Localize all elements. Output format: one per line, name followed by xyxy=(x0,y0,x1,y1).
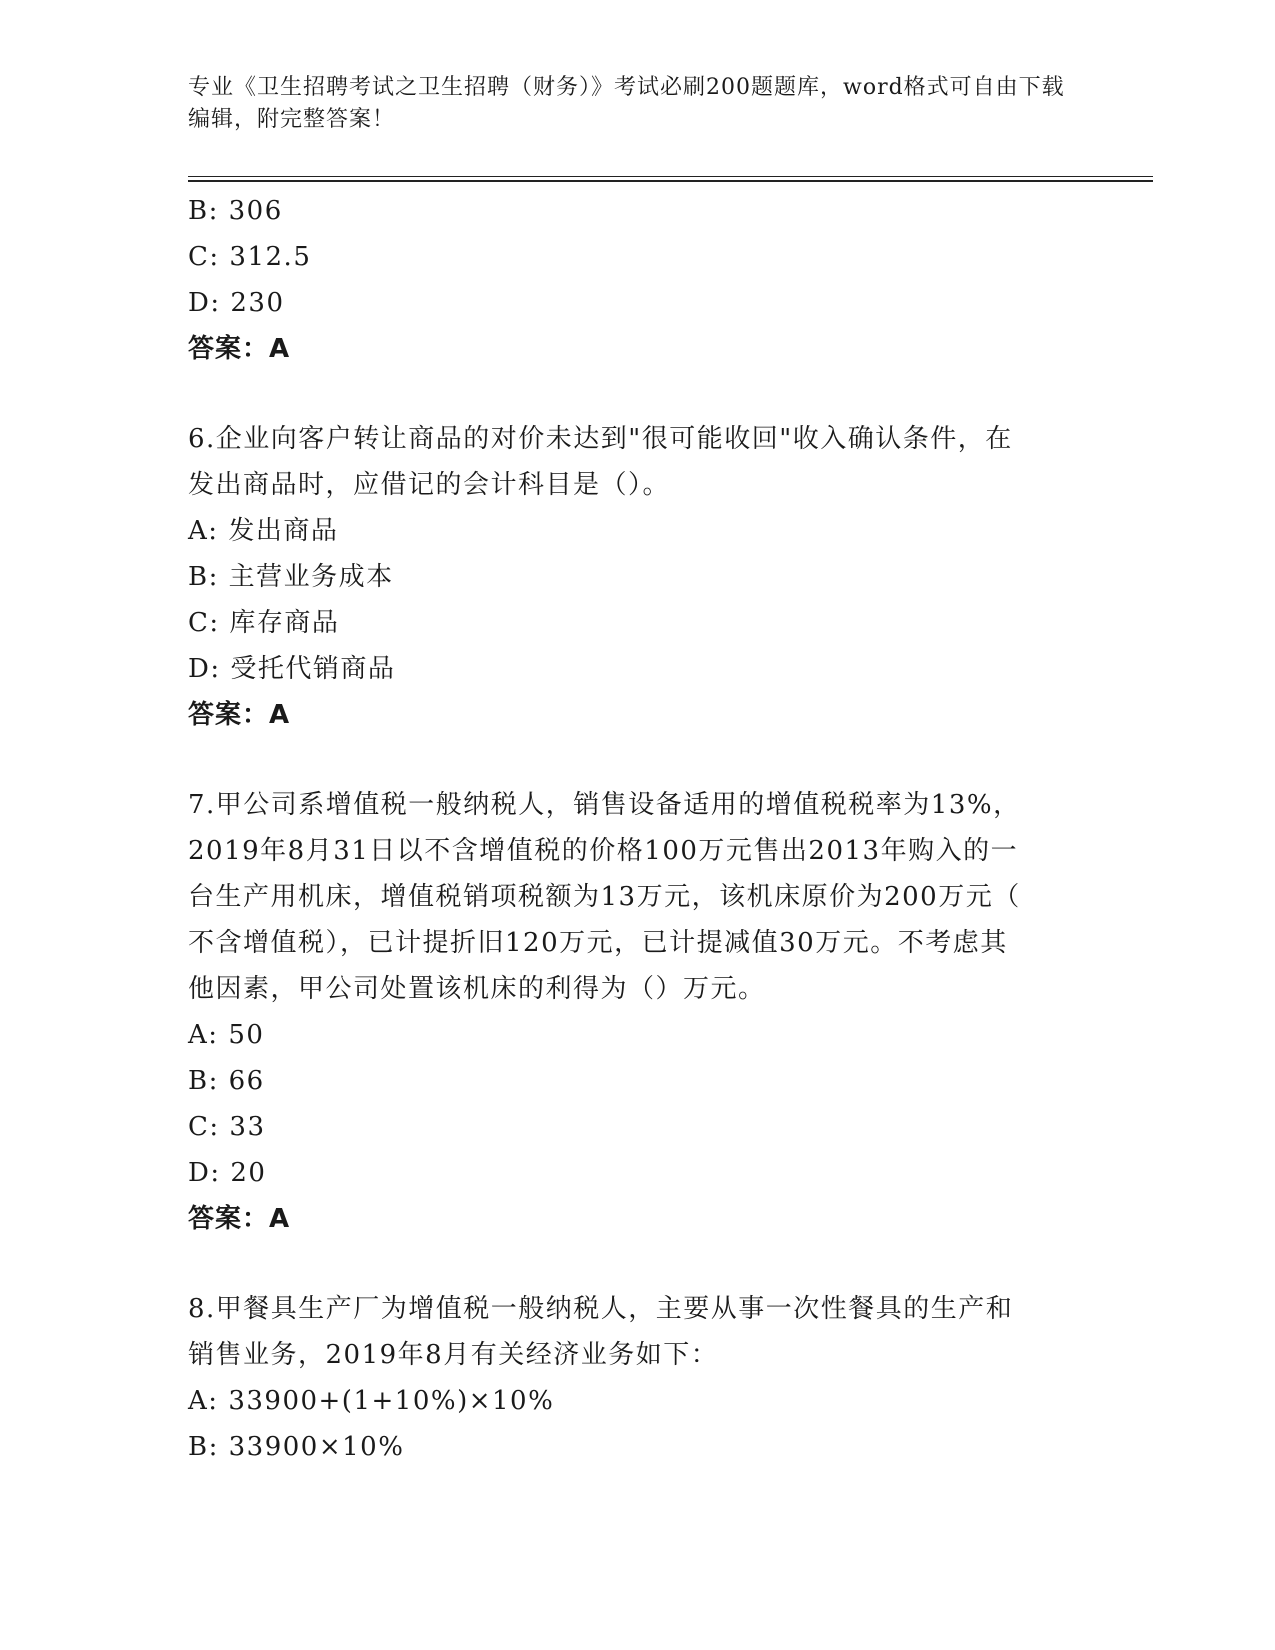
option-letter: B: xyxy=(188,1066,219,1096)
option-text: 库存商品 xyxy=(229,608,340,638)
option-letter: C: xyxy=(188,608,220,638)
option-letter: C: xyxy=(188,1112,220,1142)
question-stem-line: 2019年8月31日以不含增值税的价格100万元售出2013年购入的一 xyxy=(188,836,1019,866)
answer: 答案：A xyxy=(188,334,291,364)
option-text: 306 xyxy=(228,196,283,226)
option-b xyxy=(188,554,1088,600)
option-letter: B: xyxy=(188,562,219,592)
answer: 答案：A xyxy=(188,1204,291,1234)
option-text: 66 xyxy=(228,1066,265,1096)
option-c xyxy=(188,234,1088,280)
option-a xyxy=(188,1378,1088,1424)
option-text: 312.5 xyxy=(229,242,312,272)
option-letter: B: xyxy=(188,1432,219,1462)
question-stem-line: 销售业务，2019年8月有关经济业务如下： xyxy=(188,1340,719,1370)
option-text: 受托代销商品 xyxy=(230,654,396,684)
option-text: 20 xyxy=(230,1158,267,1188)
question-8 xyxy=(188,1286,1088,1470)
option-letter: C: xyxy=(188,242,220,272)
option-c xyxy=(188,600,1088,646)
option-letter: D: xyxy=(188,288,221,318)
header-divider-thick xyxy=(188,180,1153,182)
question-stem-line: 发出商品时，应借记的会计科目是（）。 xyxy=(188,470,671,500)
option-b xyxy=(188,1058,1088,1104)
option-letter: A: xyxy=(188,516,219,546)
question-6 xyxy=(188,416,1088,738)
question-stem-line: 台生产用机床，增值税销项税额为13万元，该机床原价为200万元（ xyxy=(188,882,1021,912)
option-b xyxy=(188,188,1088,234)
option-d xyxy=(188,646,1088,692)
option-d xyxy=(188,280,1088,326)
question-5 xyxy=(188,188,1088,372)
question-content xyxy=(188,188,1088,1470)
question-stem-line: 7.甲公司系增值税一般纳税人，销售设备适用的增值税税率为13%， xyxy=(188,790,1021,820)
option-letter: B: xyxy=(188,196,219,226)
option-letter: A: xyxy=(188,1386,219,1416)
page-header: 专业《卫生招聘考试之卫生招聘（财务）》考试必刷200题题库，word格式可自由下载编辑，附完整答案！ xyxy=(188,75,1065,132)
option-text: 33 xyxy=(229,1112,266,1142)
option-text: 主营业务成本 xyxy=(228,562,394,592)
option-c xyxy=(188,1104,1088,1150)
question-stem-line: 他因素，甲公司处置该机床的利得为（）万元。 xyxy=(188,974,766,1004)
answer: 答案：A xyxy=(188,700,291,730)
option-letter: A: xyxy=(188,1020,219,1050)
question-stem-line: 8.甲餐具生产厂为增值税一般纳税人，主要从事一次性餐具的生产和 xyxy=(188,1294,1014,1324)
option-letter: D: xyxy=(188,654,221,684)
option-b xyxy=(188,1424,1088,1470)
question-stem-line: 不含增值税），已计提折旧120万元，已计提减值30万元。不考虑其 xyxy=(188,928,1008,958)
question-7 xyxy=(188,782,1088,1242)
option-text: 33900×10% xyxy=(228,1432,405,1462)
option-letter: D: xyxy=(188,1158,221,1188)
option-a xyxy=(188,508,1088,554)
option-text: 33900+(1+10%)×10% xyxy=(228,1386,555,1416)
option-d xyxy=(188,1150,1088,1196)
option-text: 50 xyxy=(228,1020,265,1050)
question-stem-line: 6.企业向客户转让商品的对价未达到"很可能收回"收入确认条件，在 xyxy=(188,424,1013,454)
header-divider-thin xyxy=(188,176,1153,177)
option-a xyxy=(188,1012,1088,1058)
option-text: 发出商品 xyxy=(228,516,339,546)
option-text: 230 xyxy=(230,288,285,318)
